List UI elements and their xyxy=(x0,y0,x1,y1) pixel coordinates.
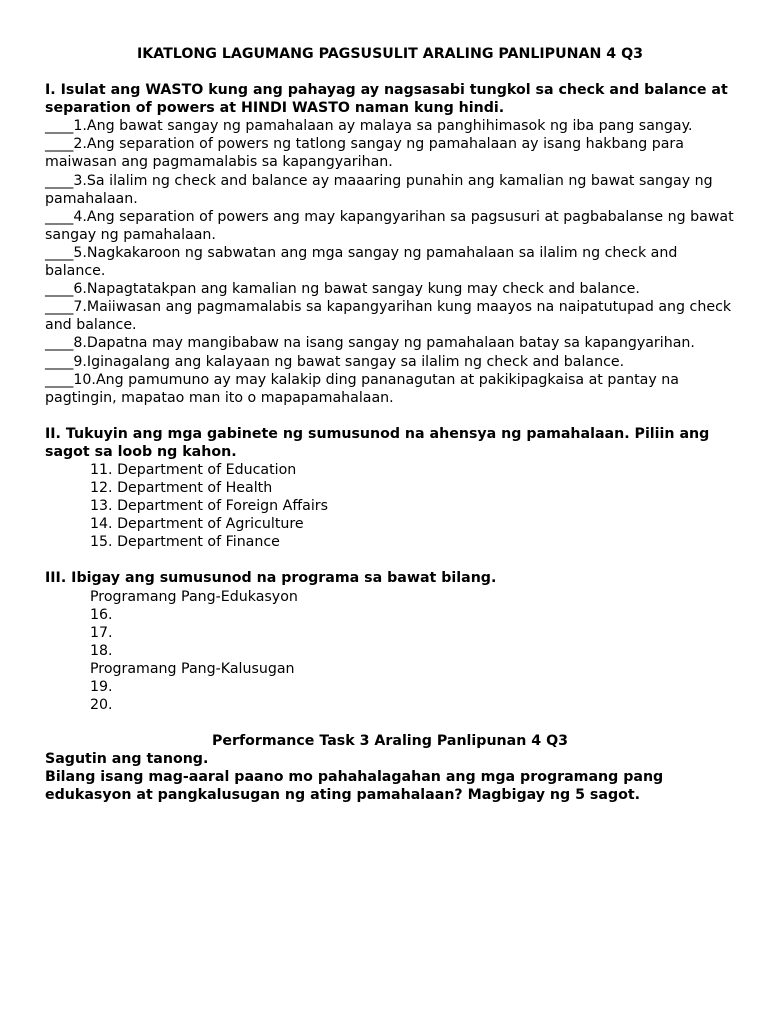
section-1-heading: I. Isulat ang WASTO kung ang pahayag ay nagsasabi tungkol sa check and balance at separation of powers at HINDI WASTO naman kung hindi. xyxy=(45,82,728,117)
section-2-items xyxy=(45,461,735,551)
agency-item-11: 11. Department of Education xyxy=(90,461,297,478)
spacer xyxy=(45,714,735,732)
answer-line-17: 17. xyxy=(90,624,113,641)
spacer xyxy=(45,407,735,425)
agency-item-13: 13. Department of Foreign Affairs xyxy=(90,498,328,515)
answer-line-16: 16. xyxy=(90,606,113,623)
question-item-1: ____1.Ang bawat sangay ng pamahalaan ay malaya sa panghihimasok ng iba pang sangay. xyxy=(45,118,693,135)
spacer xyxy=(45,551,735,569)
performance-task-title: Performance Task 3 Araling Panlipunan 4 Q3 xyxy=(211,733,568,750)
section-2-heading: II. Tukuyin ang mga gabinete ng sumusunod na ahensya ng pamahalaan. Piliin ang sagot sa loob ng kahon. xyxy=(45,425,710,460)
program-subheading-health: Programang Pang-Kalusugan xyxy=(90,660,295,677)
performance-question: Bilang isang mag-aaral paano mo pahahalagahan ang mga programang pang edukasyon at pangkalusugan ng ating pamahalaan? Magbigay ng 5 sagot. xyxy=(45,769,664,804)
question-item-4: ____4.Ang separation of powers ang may kapangyarihan sa pagsusuri at pagbabalanse ng bawat sangay ng pamahalaan. xyxy=(45,208,734,243)
question-item-6: ____6.Napagtatakpan ang kamalian ng bawat sangay kung may check and balance. xyxy=(45,281,640,298)
page-title: IKATLONG LAGUMANG PAGSUSULIT ARALING PANLIPUNAN 4 Q3 xyxy=(136,46,643,62)
question-item-5: ____5.Nagkakaroon ng sabwatan ang mga sangay ng pamahalaan sa ilalim ng check and balance. xyxy=(45,244,678,280)
document-page xyxy=(45,45,735,805)
performance-instruction: Sagutin ang tanong. xyxy=(45,751,209,768)
section-3-lines xyxy=(45,588,735,715)
question-item-2: ____2.Ang separation of powers ng tatlong sangay ng pamahalaan ay isang hakbang para maiwasan ang pagmamalabis sa kapangyarihan. xyxy=(45,136,684,171)
agency-item-15: 15. Department of Finance xyxy=(90,534,280,551)
section-3-heading: III. Ibigay ang sumusunod na programa sa bawat bilang. xyxy=(45,570,497,587)
agency-item-12: 12. Department of Health xyxy=(90,480,273,497)
question-item-10: ____10.Ang pamumuno ay may kalakip ding pananagutan at pakikipagkaisa at pantay na pagtingin, mapatao man ito o mapapamahalaan. xyxy=(45,371,679,406)
answer-line-18: 18. xyxy=(90,642,113,659)
agency-item-14: 14. Department of Agriculture xyxy=(90,516,304,533)
section-1-items xyxy=(45,117,735,407)
program-subheading-education: Programang Pang-Edukasyon xyxy=(90,588,298,605)
answer-line-20: 20. xyxy=(90,697,113,714)
question-item-8: ____8.Dapatna may mangibabaw na isang sangay ng pamahalaan batay sa kapangyarihan. xyxy=(45,335,695,352)
answer-line-19: 19. xyxy=(90,679,113,695)
question-item-3: ____3.Sa ilalim ng check and balance ay maaaring punahin ang kamalian ng bawat sangay ng pamahalaan. xyxy=(45,172,713,207)
question-item-9: ____9.Iginagalang ang kalayaan ng bawat sangay sa ilalim ng check and balance. xyxy=(45,353,625,370)
question-item-7: ____7.Maiiwasan ang pagmamalabis sa kapangyarihan kung maayos na naipatutupad ang check and balance. xyxy=(45,299,732,334)
